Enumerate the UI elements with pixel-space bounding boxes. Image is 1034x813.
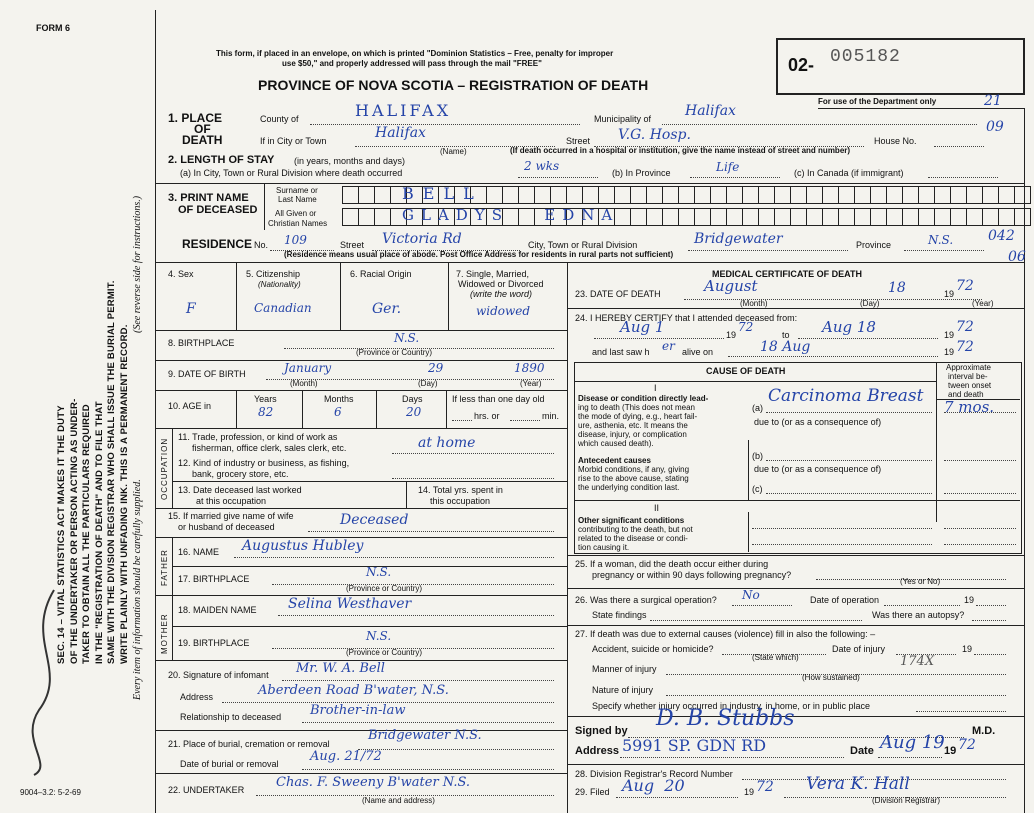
rule (282, 680, 554, 681)
operation-date-label: Date of operation (810, 595, 880, 605)
rule (234, 557, 554, 558)
attended-to: Aug 18 (822, 318, 876, 336)
rule (264, 184, 265, 230)
spouse-value: Deceased (340, 512, 409, 528)
rule (916, 711, 1006, 712)
stay-c-label: (c) In Canada (if immigrant) (794, 168, 904, 178)
rule (884, 605, 960, 606)
form-number: FORM 6 (36, 23, 71, 33)
caption: (Month) (290, 379, 318, 388)
industry-label: 12. Kind of industry or business, as fishing, (178, 458, 350, 468)
rule (567, 625, 1024, 626)
relation-label: Relationship to deceased (180, 712, 282, 722)
direct-label: the mode of dying, e.g., heart fail- (578, 412, 698, 421)
dob-month: January (284, 361, 332, 375)
registrar-signature: Vera K. Hall (806, 774, 910, 794)
manner-value: 174X (900, 654, 935, 669)
rule (392, 478, 554, 479)
rule (594, 338, 724, 339)
dept-code: 09 (986, 119, 1004, 135)
occupation-side-label: OCCUPATION (160, 437, 169, 500)
attended-from-year: 72 (738, 320, 754, 334)
rule (944, 460, 1016, 461)
burial-place: Bridgewater N.S. (368, 728, 482, 743)
alive-label: alive on (682, 347, 714, 357)
sec14-line: TAKER TO OBTAIN ALL THE PARTICULARS REQUIRED (81, 404, 92, 664)
rule (358, 749, 554, 750)
signed-date-label: Date (850, 745, 874, 757)
dod-day: 18 (888, 280, 906, 296)
maiden-label: 18. MAIDEN NAME (178, 605, 257, 615)
interval-label: tween onset (948, 381, 992, 390)
rule (156, 428, 567, 429)
year-prefix: 19 (962, 644, 973, 654)
due-to-label: due to (or as a consequence of) (754, 417, 882, 427)
certify-label: 24. I HEREBY CERTIFY that I attended deceased from: (575, 313, 798, 323)
rule (156, 183, 1024, 184)
registration-number: 005182 (830, 47, 901, 67)
last-seen-label: and last saw h (592, 347, 650, 357)
total-years-label: this occupation (430, 496, 491, 506)
rule (310, 124, 580, 125)
rule (172, 595, 173, 660)
dob-year: 1890 (514, 361, 545, 375)
informant-address: Aberdeen Road B'water, N.S. (258, 683, 449, 698)
stay-a-value: 2 wks (524, 159, 560, 173)
city-label: If in City or Town (260, 136, 327, 146)
external-label: 27. If death was due to external causes (violence) fill in also the following: – (575, 629, 876, 639)
rule (156, 330, 567, 331)
father-birthplace: N.S. (366, 565, 392, 579)
rule (172, 626, 567, 627)
year-prefix: 19 (944, 347, 955, 357)
sec14-line: WRITE PLAINLY WITH UNFADING INK. THIS IS A PERMANENT RECORD. (118, 324, 130, 664)
rule (748, 512, 749, 552)
pregnancy-label: pregnancy or within 90 days following pregnancy? (592, 570, 792, 580)
trade-label: 11. Trade, profession, or kind of work as (178, 432, 338, 442)
other-conditions-label: Other significant conditions (578, 516, 685, 525)
caption: (Province or Country) (346, 648, 423, 657)
name-heading: OF DECEASED (178, 204, 258, 216)
specify-label: Specify whether injury occurred in industry, in home, or in public place (592, 701, 870, 711)
rule (446, 390, 447, 428)
attended-from: Aug 1 (620, 318, 665, 336)
sec14-line: OF THE UNDERTAKER OR PERSON ACTING AS UNDER- (68, 398, 80, 664)
hrs-label: hrs. or (474, 411, 500, 421)
rule (748, 440, 749, 500)
caption: (Day) (860, 299, 880, 308)
signed-value: D. B. Stubbs (656, 706, 795, 731)
md-label: M.D. (972, 725, 996, 737)
rule (452, 420, 472, 421)
caption: (Month) (740, 299, 768, 308)
stay-heading: 2. LENGTH OF STAY (168, 154, 275, 166)
other-conditions-label: related to the disease or condi- (578, 534, 688, 543)
registrar-record-label: 28. Division Registrar's Record Number (575, 769, 733, 779)
rule (518, 177, 598, 178)
year-prefix: 19 (944, 289, 955, 299)
citizenship-sub: (Nationality) (258, 280, 301, 289)
filed-year: 72 (756, 779, 774, 795)
year-prefix: 19 (944, 330, 955, 340)
interval-label: interval be- (948, 372, 988, 381)
rule (156, 730, 567, 731)
antecedent-label: rise to the above cause, stating (578, 474, 689, 483)
caption: (Year) (520, 379, 542, 388)
burial-place-label: 21. Place of burial, cremation or removal (168, 739, 330, 749)
dept-code: 042 (988, 228, 1015, 244)
hospital-note: (If death occurred in a hospital or institution, give the name instead of street and number) (510, 146, 851, 155)
antecedent-label: the underlying condition last. (578, 483, 680, 492)
signed-address-label: Address (575, 745, 620, 757)
dod-year: 72 (956, 278, 974, 294)
municipality-label: Municipality of (594, 114, 652, 124)
rule (156, 390, 567, 391)
direct-label: ure, asthenia, etc. It means the (578, 421, 688, 430)
caption: (How sustained) (802, 673, 860, 682)
surgery-value: No (742, 588, 760, 602)
cause-b-label: (b) (752, 451, 763, 461)
surname-label: Last Name (278, 195, 317, 204)
rule (650, 620, 862, 621)
residence-street: Victoria Rd (382, 231, 462, 247)
rule (448, 262, 449, 330)
residence-street-label: Street (340, 240, 365, 250)
direct-label: disease, injury, or complication (578, 430, 687, 439)
rule (302, 769, 554, 770)
marital-value: widowed (476, 304, 531, 318)
residence-city-label: City, Town or Rural Division (528, 240, 638, 250)
caption: (Name and address) (362, 796, 435, 805)
place-heading: OF (194, 122, 211, 136)
informant-label: 20. Signature of infomant (168, 670, 269, 680)
cause-c-label: (c) (752, 484, 763, 494)
rule (172, 481, 567, 482)
rule (666, 695, 1006, 696)
stay-a-label: (a) In City, Town or Rural Division where death occurred (180, 168, 403, 178)
mother-side-label: MOTHER (160, 613, 169, 654)
undertaker-label: 22. UNDERTAKER (168, 785, 245, 795)
caption: (Year) (972, 299, 994, 308)
rule (156, 773, 567, 774)
spouse-label: 15. If married give name of wife (168, 511, 294, 521)
father-birthplace-label: 17. BIRTHPLACE (178, 574, 250, 584)
part-2-label: II (654, 503, 660, 513)
registration-prefix: 02- (788, 55, 815, 75)
dob-day: 29 (428, 361, 444, 375)
rule (752, 544, 932, 545)
cause-heading: CAUSE OF DEATH (706, 366, 786, 376)
dod-label: 23. DATE OF DEATH (575, 289, 661, 299)
age-years: 82 (258, 405, 274, 419)
caption: (Province or Country) (346, 584, 423, 593)
given-name-value: GLADYS EDNA (402, 206, 620, 224)
informant-address-label: Address (180, 692, 214, 702)
last-seen-year: 72 (956, 339, 974, 355)
direct-label: Disease or condition directly lead- (578, 394, 709, 403)
rule (752, 528, 932, 529)
rule (974, 654, 1006, 655)
birthplace-label: 8. BIRTHPLACE (168, 338, 235, 348)
caption: (Day) (418, 379, 438, 388)
rule (156, 262, 1024, 263)
manner-label: Manner of injury (592, 664, 657, 674)
residence-city: Bridgewater (694, 231, 783, 247)
signed-date: Aug 19 (880, 732, 945, 753)
form-left-border (155, 10, 156, 813)
nature-label: Nature of injury (592, 685, 654, 695)
mail-notice: This form, if placed in an envelope, on which is printed "Dominion Statistics – Free, penalty for improper (216, 49, 614, 58)
rule (302, 722, 554, 723)
age-days: 20 (406, 405, 422, 419)
county-label: County of (260, 114, 299, 124)
residence-note: (Residence means usual place of abode. Post Office Address for residents in rural parts not sufficient) (284, 250, 674, 259)
last-seen-pronoun: er (662, 339, 675, 353)
direct-label: which caused death). (578, 439, 654, 448)
municipality-value: Halifax (685, 103, 736, 119)
father-name-label: 16. NAME (178, 547, 220, 557)
findings-label: State findings (592, 610, 647, 620)
rule (302, 390, 303, 428)
see-reverse-note: (See reverse side for instructions.) (132, 195, 143, 333)
days-label: Days (402, 394, 423, 404)
cause-a-label: (a) (752, 403, 763, 413)
interval-label: and death (948, 390, 984, 399)
years-label: Years (254, 394, 277, 404)
undertaker-value: Chas. F. Sweeny B'water N.S. (276, 775, 471, 790)
county-value: HALIFAX (355, 101, 452, 120)
given-label: Christian Names (268, 219, 328, 228)
street-label: Street (566, 136, 591, 146)
relation-value: Brother-in-law (310, 703, 406, 718)
rule (766, 412, 932, 413)
form-title: PROVINCE OF NOVA SCOTIA – REGISTRATION OF DEATH (258, 77, 649, 93)
rule (376, 390, 377, 428)
year-prefix: 19 (964, 595, 975, 605)
rule (574, 381, 936, 382)
rule (944, 493, 1016, 494)
rule (766, 493, 932, 494)
caption: (Name) (440, 147, 467, 156)
rule (878, 757, 942, 758)
marital-label: 7. Single, Married, (456, 269, 530, 279)
under-day-label: If less than one day old (452, 394, 545, 404)
months-label: Months (324, 394, 354, 404)
surgery-label: 26. Was there a surgical operation? (575, 595, 717, 605)
surname-value: BELL (402, 184, 483, 203)
citizenship-label: 5. Citizenship (246, 269, 301, 279)
surname-label: Surname or (276, 186, 318, 195)
rule (567, 588, 1024, 589)
residence-label: RESIDENCE (182, 237, 253, 251)
signed-address: 5991 SP. GDN RD (622, 736, 767, 755)
rule (928, 177, 998, 178)
dept-code: 21 (984, 93, 1002, 109)
stay-b-label: (b) In Province (612, 168, 671, 178)
stay-note: (in years, months and days) (294, 156, 406, 166)
year-prefix: 19 (944, 745, 957, 757)
cause-a-interval: 7 mos. (944, 398, 995, 416)
burial-date-label: Date of burial or removal (180, 759, 279, 769)
rule (236, 390, 237, 428)
dod-month: August (704, 277, 758, 295)
citizenship-value: Canadian (254, 301, 312, 315)
other-conditions-label: contributing to the death, but not (578, 525, 693, 534)
rule (236, 262, 237, 330)
sex-label: 4. Sex (168, 269, 194, 279)
rule (684, 299, 982, 300)
registration-number-box (776, 38, 1025, 95)
rule (620, 757, 844, 758)
rule (574, 500, 1020, 501)
rule (340, 262, 341, 330)
to-label: to (782, 330, 790, 340)
street-value: V.G. Hosp. (618, 127, 691, 143)
rule (944, 412, 1016, 413)
injury-date-label: Date of injury (832, 644, 886, 654)
rule (392, 453, 554, 454)
signed-year: 72 (958, 737, 976, 753)
every-item-note: Every item of information should be carefully supplied. (132, 479, 143, 700)
marital-label: (write the word) (470, 289, 533, 299)
rule (662, 124, 977, 125)
given-label: All Given or (275, 209, 317, 218)
dob-label: 9. DATE OF BIRTH (168, 369, 246, 379)
father-name: Augustus Hubley (242, 538, 364, 554)
father-side-label: FATHER (160, 549, 169, 586)
industry-label: bank, grocery store, etc. (192, 469, 289, 479)
stay-b-value: Life (716, 160, 740, 174)
rule (944, 544, 1016, 545)
burial-date: Aug. 21/72 (310, 749, 382, 764)
rule (972, 620, 1006, 621)
rule (172, 428, 173, 508)
city-value: Halifax (375, 125, 426, 141)
racial-label: 6. Racial Origin (350, 269, 412, 279)
marital-label: Widowed or Divorced (458, 279, 544, 289)
rule (308, 531, 554, 532)
filed-date: Aug 20 (622, 776, 685, 795)
rule (156, 360, 567, 361)
trade-value: at home (418, 435, 476, 451)
mail-notice: use $50," and properly addressed will pass through the mail "FREE" (282, 59, 542, 68)
min-label: min. (542, 411, 560, 421)
accident-label: Accident, suicide or homicide? (592, 644, 714, 654)
other-conditions-label: tion causing it. (578, 543, 630, 552)
rule (406, 481, 407, 508)
spouse-label: or husband of deceased (178, 522, 275, 532)
due-to-label: due to (or as a consequence of) (754, 464, 882, 474)
caption: (Yes or No) (900, 577, 941, 586)
residence-province-label: Province (856, 240, 892, 250)
age-label: 10. AGE in (168, 401, 212, 411)
rule (278, 615, 554, 616)
age-months: 6 (334, 405, 342, 419)
racial-value: Ger. (372, 301, 402, 317)
sec14-line: IN THE "REGISTRATION OF DEATH" AND TO FILE THAT (93, 401, 105, 664)
signature-flourish (14, 580, 74, 780)
year-prefix: 19 (726, 330, 737, 340)
residence-province: N.S. (928, 233, 954, 247)
sex-value: F (186, 301, 196, 317)
rule (616, 797, 738, 798)
maiden-name: Selina Westhaver (288, 596, 412, 612)
rule (567, 764, 1024, 765)
last-seen-date: 18 Aug (760, 339, 811, 355)
rule (976, 605, 1006, 606)
trade-label: fisherman, office clerk, sales clerk, etc. (192, 443, 347, 453)
part-1-label: I (654, 383, 657, 393)
mother-birthplace-label: 19. BIRTHPLACE (178, 638, 250, 648)
rule (690, 177, 780, 178)
house-label: House No. (874, 136, 917, 146)
last-worked-label: at this occupation (196, 496, 267, 506)
rule (732, 605, 792, 606)
rule (904, 250, 984, 251)
informant-sig: Mr. W. A. Bell (296, 661, 385, 676)
attended-to-year: 72 (956, 319, 974, 335)
rule (798, 338, 938, 339)
filed-label: 29. Filed (575, 787, 610, 797)
residence-no-label: No. (254, 240, 269, 250)
dept-code: 06 (1008, 249, 1026, 265)
rule (567, 555, 1024, 556)
year-prefix: 19 (744, 787, 755, 797)
rule (510, 420, 540, 421)
sec14-line: SAME WITH THE DIVISION REGISTRAR WHO SHALL ISSUE THE BURIAL PERMIT. (106, 280, 117, 664)
total-years-label: 14. Total yrs. spent in (418, 485, 503, 495)
place-heading: DEATH (182, 133, 223, 147)
print-code: 9004–3.2: 5-2-69 (20, 788, 81, 797)
direct-label: ing to death (This does not mean (578, 403, 695, 412)
rule (934, 146, 984, 147)
caption: (Province or Country) (356, 348, 433, 357)
sec14-line: SEC. 14 – VITAL STATISTICS ACT MAKES IT THE DUTY (56, 405, 67, 664)
cause-a-value: Carcinoma Breast (768, 386, 924, 406)
name-heading: 3. PRINT NAME (168, 192, 249, 204)
rule (944, 528, 1016, 529)
interval-label: Approximate (946, 363, 991, 372)
antecedent-label: Antecedent causes (578, 456, 651, 465)
rule (936, 362, 937, 522)
rule (156, 508, 567, 509)
medical-heading: MEDICAL CERTIFICATE OF DEATH (712, 269, 862, 279)
last-worked-label: 13. Date deceased last worked (178, 485, 302, 495)
caption: (Division Registrar) (872, 796, 941, 805)
rule (688, 250, 848, 251)
pregnancy-label: 25. If a woman, did the death occur either during (575, 559, 769, 569)
rule (567, 308, 1024, 309)
caption: (State which) (752, 653, 799, 662)
rule (766, 460, 932, 461)
rule (567, 262, 568, 813)
signed-label: Signed by (575, 725, 628, 737)
residence-no: 109 (284, 233, 307, 247)
rule (728, 356, 938, 357)
autopsy-label: Was there an autopsy? (872, 610, 965, 620)
dept-note: For use of the Department only (818, 97, 937, 106)
place-heading: 1. PLACE (168, 111, 223, 125)
antecedent-label: Morbid conditions, if any, giving (578, 465, 690, 474)
birthplace-value: N.S. (394, 331, 420, 345)
mother-birthplace: N.S. (366, 629, 392, 643)
rule (567, 716, 1024, 717)
